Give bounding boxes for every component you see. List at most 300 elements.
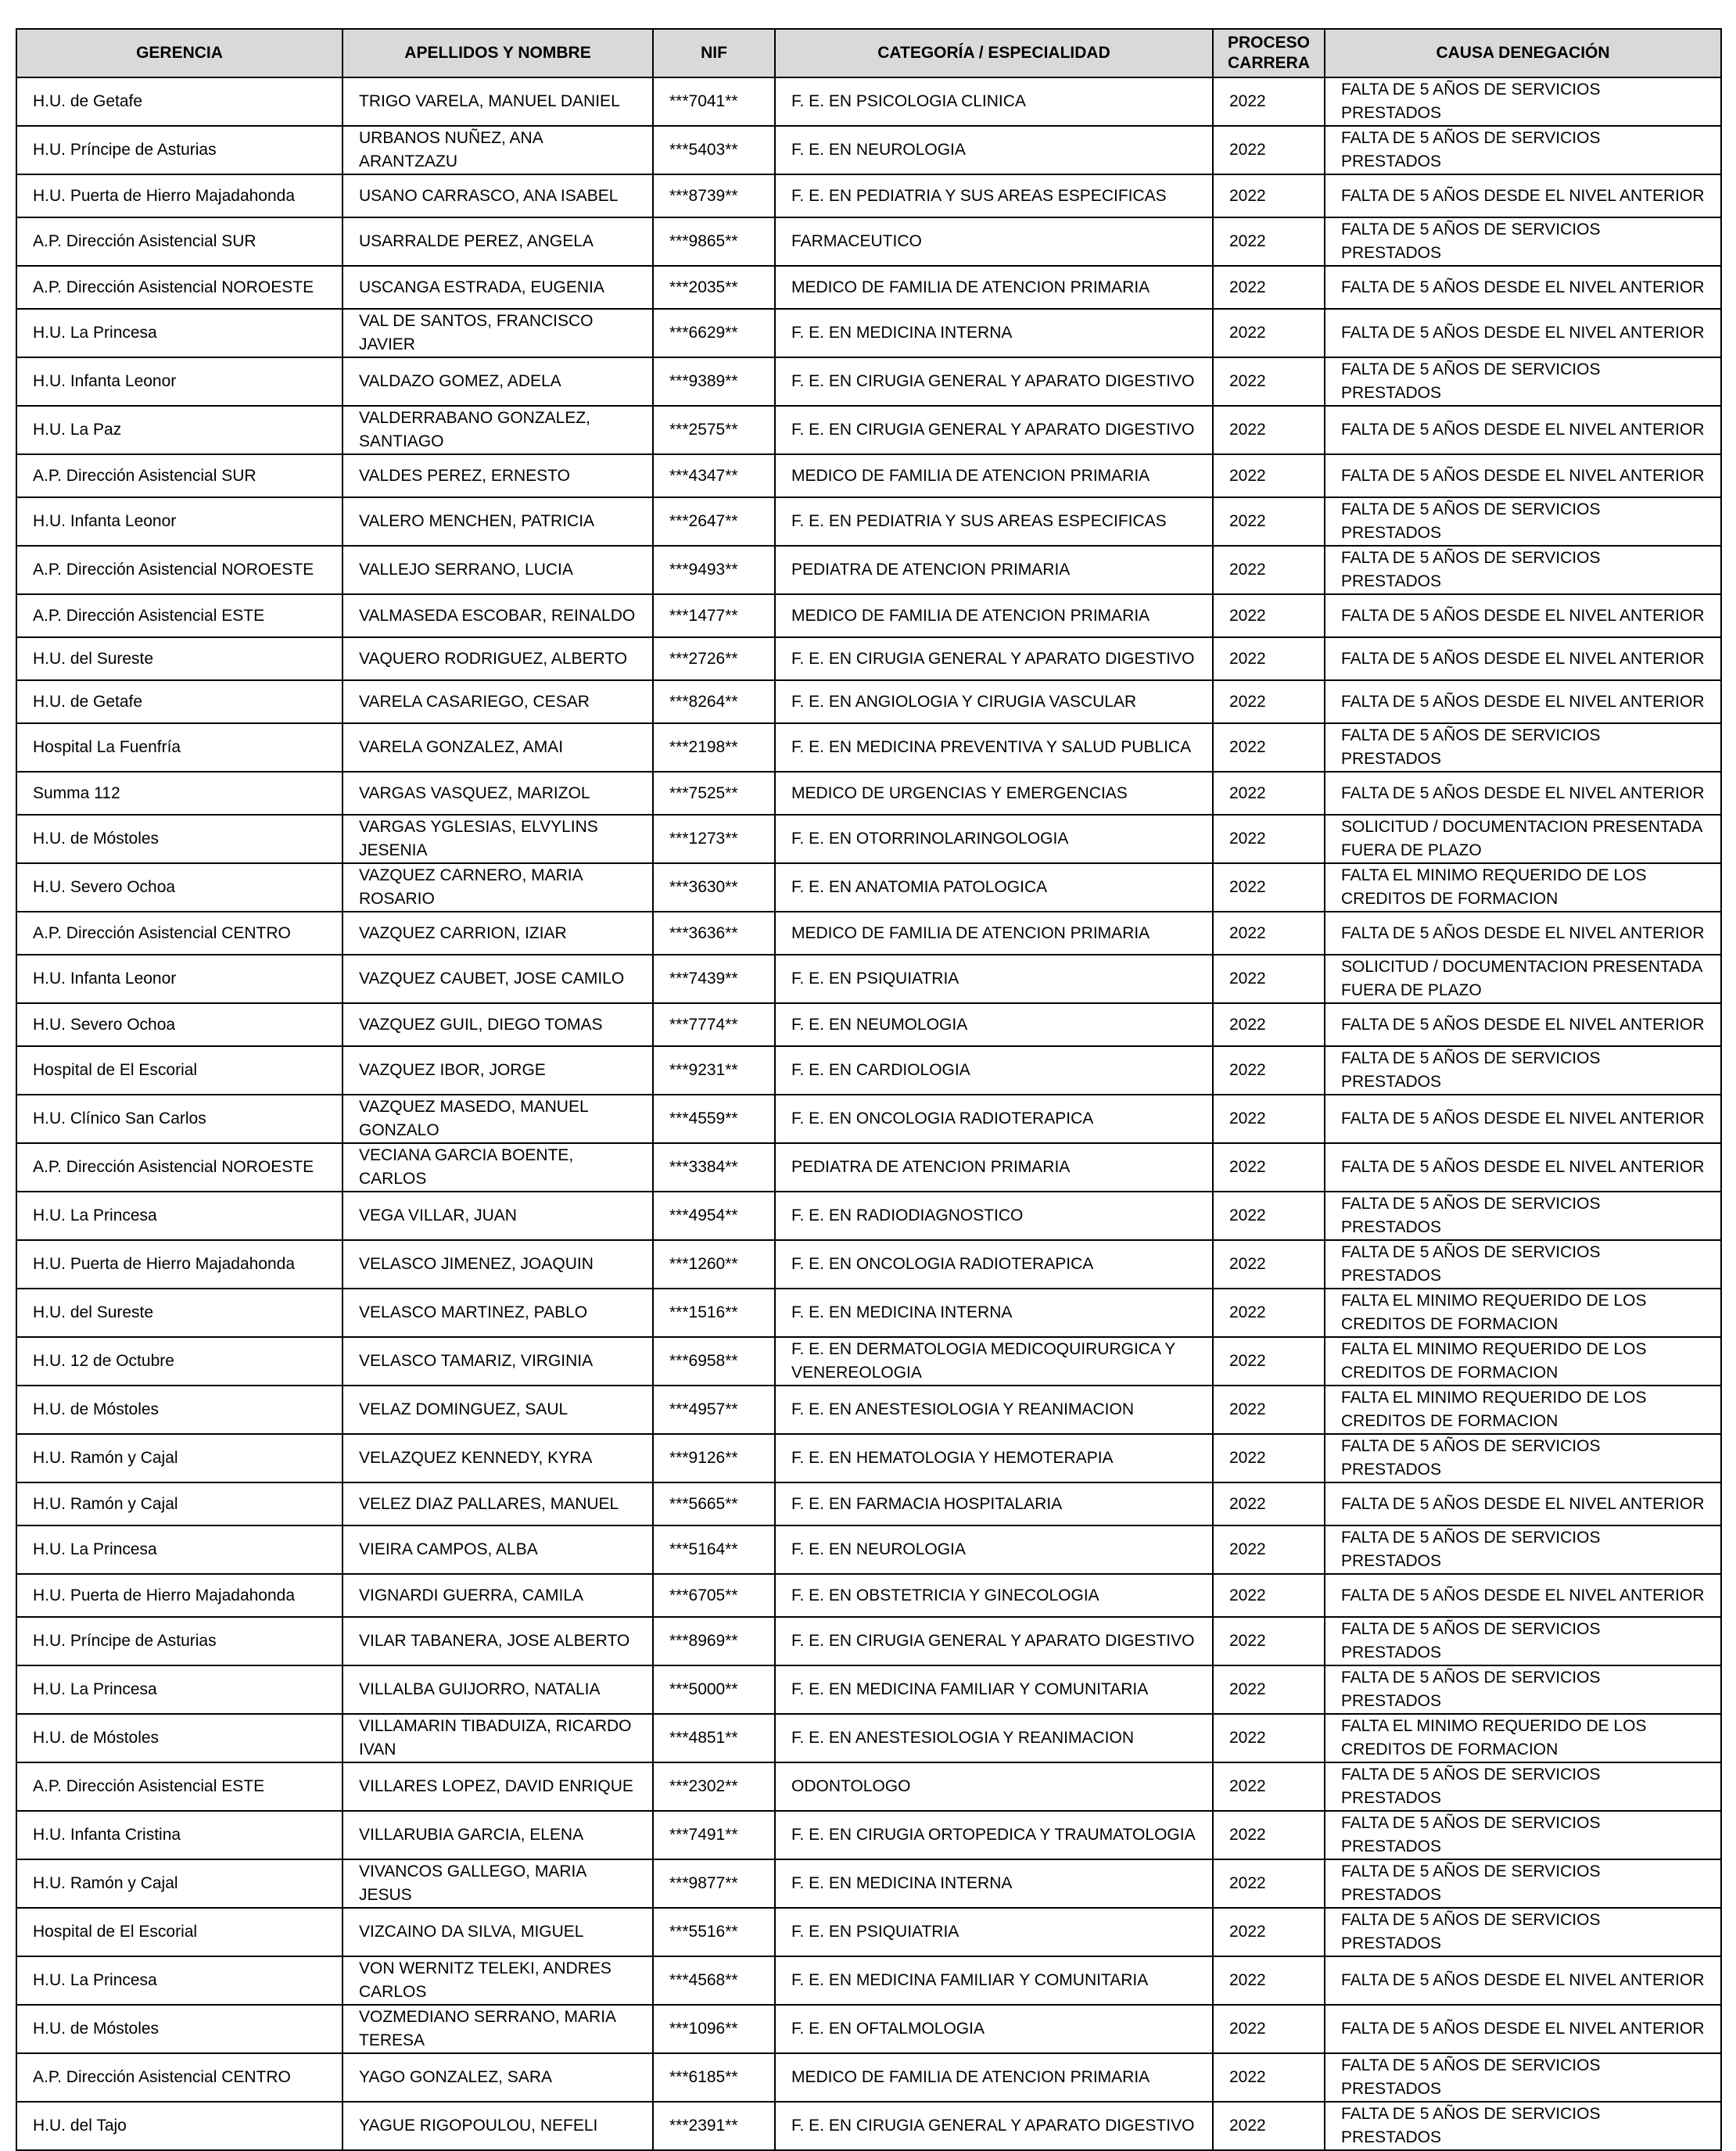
cell-categoria: F. E. EN MEDICINA FAMILIAR Y COMUNITARIA: [775, 1956, 1213, 2005]
cell-gerencia: H.U. Ramón y Cajal: [16, 1482, 343, 1525]
cell-categoria: F. E. EN CIRUGIA ORTOPEDICA Y TRAUMATOLOGIA: [775, 1811, 1213, 1859]
cell-causa-denegacion: FALTA DE 5 AÑOS DE SERVICIOS PRESTADOS: [1325, 1762, 1721, 1811]
cell-nif: ***2391**: [653, 2102, 775, 2150]
cell-nif: ***7439**: [653, 955, 775, 1003]
cell-nif: ***5516**: [653, 1908, 775, 1956]
cell-nif: ***9877**: [653, 1859, 775, 1908]
cell-categoria: F. E. EN MEDICINA INTERNA: [775, 1289, 1213, 1337]
cell-apellidos-nombre: VALDAZO GOMEZ, ADELA: [343, 357, 653, 406]
cell-nif: ***7491**: [653, 1811, 775, 1859]
cell-apellidos-nombre: VILLARUBIA GARCIA, ELENA: [343, 1811, 653, 1859]
table-row: [16, 1482, 1721, 1525]
cell-nif: ***1516**: [653, 1289, 775, 1337]
cell-proceso-carrera: 2022: [1213, 594, 1325, 637]
cell-gerencia: H.U. Infanta Leonor: [16, 955, 343, 1003]
cell-nif: ***5403**: [653, 126, 775, 174]
cell-causa-denegacion: FALTA DE 5 AÑOS DE SERVICIOS PRESTADOS: [1325, 2053, 1721, 2102]
cell-apellidos-nombre: TRIGO VARELA, MANUEL DANIEL: [343, 77, 653, 126]
cell-apellidos-nombre: VELASCO TAMARIZ, VIRGINIA: [343, 1337, 653, 1386]
table-row: [16, 1811, 1721, 1859]
cell-proceso-carrera: 2022: [1213, 1762, 1325, 1811]
cell-apellidos-nombre: VEGA VILLAR, JUAN: [343, 1192, 653, 1240]
header-row: [16, 29, 1721, 77]
cell-apellidos-nombre: VALDERRABANO GONZALEZ, SANTIAGO: [343, 406, 653, 454]
cell-proceso-carrera: 2022: [1213, 680, 1325, 723]
cell-gerencia: H.U. La Princesa: [16, 1956, 343, 2005]
denegaciones-table: [16, 28, 1722, 2151]
cell-proceso-carrera: 2022: [1213, 1811, 1325, 1859]
cell-nif: ***2035**: [653, 266, 775, 309]
cell-apellidos-nombre: VAZQUEZ IBOR, JORGE: [343, 1046, 653, 1095]
cell-proceso-carrera: 2022: [1213, 2102, 1325, 2150]
cell-apellidos-nombre: VARGAS YGLESIAS, ELVYLINS JESENIA: [343, 815, 653, 863]
cell-nif: ***1273**: [653, 815, 775, 863]
cell-proceso-carrera: 2022: [1213, 406, 1325, 454]
cell-causa-denegacion: FALTA DE 5 AÑOS DESDE EL NIVEL ANTERIOR: [1325, 1574, 1721, 1617]
cell-categoria: PEDIATRA DE ATENCION PRIMARIA: [775, 1143, 1213, 1192]
cell-nif: ***5000**: [653, 1665, 775, 1714]
cell-gerencia: A.P. Dirección Asistencial CENTRO: [16, 912, 343, 955]
table-row: [16, 406, 1721, 454]
cell-gerencia: H.U. Severo Ochoa: [16, 1003, 343, 1046]
cell-apellidos-nombre: VAZQUEZ CARRION, IZIAR: [343, 912, 653, 955]
cell-categoria: F. E. EN MEDICINA FAMILIAR Y COMUNITARIA: [775, 1665, 1213, 1714]
cell-categoria: F. E. EN DERMATOLOGIA MEDICOQUIRURGICA Y VENEREOLOGIA: [775, 1337, 1213, 1386]
cell-causa-denegacion: FALTA DE 5 AÑOS DESDE EL NIVEL ANTERIOR: [1325, 1003, 1721, 1046]
table-row: [16, 955, 1721, 1003]
cell-nif: ***2198**: [653, 723, 775, 772]
cell-causa-denegacion: FALTA DE 5 AÑOS DESDE EL NIVEL ANTERIOR: [1325, 1956, 1721, 2005]
cell-proceso-carrera: 2022: [1213, 174, 1325, 217]
cell-nif: ***8264**: [653, 680, 775, 723]
table-row: [16, 174, 1721, 217]
header-causa-denegacion: CAUSA DENEGACIÓN: [1325, 29, 1721, 77]
cell-apellidos-nombre: VILLAMARIN TIBADUIZA, RICARDO IVAN: [343, 1714, 653, 1762]
cell-apellidos-nombre: VELEZ DIAZ PALLARES, MANUEL: [343, 1482, 653, 1525]
cell-causa-denegacion: FALTA DE 5 AÑOS DE SERVICIOS PRESTADOS: [1325, 1525, 1721, 1574]
cell-nif: ***9126**: [653, 1434, 775, 1482]
table-row: [16, 1762, 1721, 1811]
cell-gerencia: A.P. Dirección Asistencial NOROESTE: [16, 546, 343, 594]
cell-categoria: PEDIATRA DE ATENCION PRIMARIA: [775, 546, 1213, 594]
table-row: [16, 1956, 1721, 2005]
cell-categoria: F. E. EN MEDICINA INTERNA: [775, 1859, 1213, 1908]
cell-causa-denegacion: FALTA DE 5 AÑOS DESDE EL NIVEL ANTERIOR: [1325, 266, 1721, 309]
cell-proceso-carrera: 2022: [1213, 546, 1325, 594]
cell-categoria: MEDICO DE FAMILIA DE ATENCION PRIMARIA: [775, 266, 1213, 309]
cell-nif: ***8739**: [653, 174, 775, 217]
cell-proceso-carrera: 2022: [1213, 1859, 1325, 1908]
cell-causa-denegacion: FALTA DE 5 AÑOS DESDE EL NIVEL ANTERIOR: [1325, 1482, 1721, 1525]
cell-categoria: F. E. EN ANESTESIOLOGIA Y REANIMACION: [775, 1714, 1213, 1762]
table-row: [16, 594, 1721, 637]
cell-proceso-carrera: 2022: [1213, 1337, 1325, 1386]
cell-nif: ***2575**: [653, 406, 775, 454]
cell-apellidos-nombre: VAQUERO RODRIGUEZ, ALBERTO: [343, 637, 653, 680]
cell-causa-denegacion: FALTA EL MINIMO REQUERIDO DE LOS CREDITOS DE FORMACION: [1325, 1714, 1721, 1762]
cell-nif: ***6958**: [653, 1337, 775, 1386]
cell-nif: ***1096**: [653, 2005, 775, 2053]
cell-nif: ***7041**: [653, 77, 775, 126]
cell-categoria: MEDICO DE URGENCIAS Y EMERGENCIAS: [775, 772, 1213, 815]
cell-gerencia: A.P. Dirección Asistencial NOROESTE: [16, 1143, 343, 1192]
cell-categoria: F. E. EN CIRUGIA GENERAL Y APARATO DIGESTIVO: [775, 1617, 1213, 1665]
cell-gerencia: H.U. Infanta Cristina: [16, 1811, 343, 1859]
table-row: [16, 1386, 1721, 1434]
table-row: [16, 2102, 1721, 2150]
cell-apellidos-nombre: VELAZQUEZ KENNEDY, KYRA: [343, 1434, 653, 1482]
cell-categoria: F. E. EN PEDIATRIA Y SUS AREAS ESPECIFICAS: [775, 174, 1213, 217]
cell-causa-denegacion: FALTA DE 5 AÑOS DE SERVICIOS PRESTADOS: [1325, 1192, 1721, 1240]
cell-proceso-carrera: 2022: [1213, 2053, 1325, 2102]
header-proceso-carrera: PROCESO CARRERA: [1213, 29, 1325, 77]
cell-causa-denegacion: FALTA DE 5 AÑOS DESDE EL NIVEL ANTERIOR: [1325, 2005, 1721, 2053]
cell-causa-denegacion: FALTA DE 5 AÑOS DE SERVICIOS PRESTADOS: [1325, 1665, 1721, 1714]
cell-nif: ***1260**: [653, 1240, 775, 1289]
cell-apellidos-nombre: VIEIRA CAMPOS, ALBA: [343, 1525, 653, 1574]
table-row: [16, 637, 1721, 680]
cell-proceso-carrera: 2022: [1213, 1617, 1325, 1665]
cell-proceso-carrera: 2022: [1213, 1665, 1325, 1714]
header-gerencia: GERENCIA: [16, 29, 343, 77]
cell-categoria: F. E. EN CIRUGIA GENERAL Y APARATO DIGESTIVO: [775, 2102, 1213, 2150]
cell-categoria: F. E. EN PSIQUIATRIA: [775, 1908, 1213, 1956]
cell-proceso-carrera: 2022: [1213, 1289, 1325, 1337]
table-row: [16, 1143, 1721, 1192]
cell-gerencia: H.U. Infanta Leonor: [16, 497, 343, 546]
cell-nif: ***4954**: [653, 1192, 775, 1240]
cell-gerencia: H.U. Puerta de Hierro Majadahonda: [16, 174, 343, 217]
cell-gerencia: H.U. Ramón y Cajal: [16, 1859, 343, 1908]
table-row: [16, 1337, 1721, 1386]
cell-causa-denegacion: FALTA DE 5 AÑOS DE SERVICIOS PRESTADOS: [1325, 723, 1721, 772]
cell-gerencia: H.U. 12 de Octubre: [16, 1337, 343, 1386]
table-row: [16, 126, 1721, 174]
table-row: [16, 680, 1721, 723]
cell-apellidos-nombre: YAGO GONZALEZ, SARA: [343, 2053, 653, 2102]
table-row: [16, 2053, 1721, 2102]
header-apellidos-nombre: APELLIDOS Y NOMBRE: [343, 29, 653, 77]
cell-apellidos-nombre: VALMASEDA ESCOBAR, REINALDO: [343, 594, 653, 637]
cell-apellidos-nombre: VON WERNITZ TELEKI, ANDRES CARLOS: [343, 1956, 653, 2005]
cell-gerencia: H.U. Infanta Leonor: [16, 357, 343, 406]
cell-gerencia: A.P. Dirección Asistencial CENTRO: [16, 2053, 343, 2102]
cell-causa-denegacion: FALTA DE 5 AÑOS DE SERVICIOS PRESTADOS: [1325, 1434, 1721, 1482]
cell-apellidos-nombre: VALERO MENCHEN, PATRICIA: [343, 497, 653, 546]
header-categoria: CATEGORÍA / ESPECIALIDAD: [775, 29, 1213, 77]
cell-causa-denegacion: FALTA DE 5 AÑOS DE SERVICIOS PRESTADOS: [1325, 126, 1721, 174]
cell-causa-denegacion: FALTA DE 5 AÑOS DE SERVICIOS PRESTADOS: [1325, 357, 1721, 406]
cell-gerencia: A.P. Dirección Asistencial ESTE: [16, 1762, 343, 1811]
cell-apellidos-nombre: VILAR TABANERA, JOSE ALBERTO: [343, 1617, 653, 1665]
cell-causa-denegacion: FALTA EL MINIMO REQUERIDO DE LOS CREDITOS DE FORMACION: [1325, 1386, 1721, 1434]
cell-causa-denegacion: FALTA DE 5 AÑOS DE SERVICIOS PRESTADOS: [1325, 546, 1721, 594]
cell-proceso-carrera: 2022: [1213, 217, 1325, 266]
cell-proceso-carrera: 2022: [1213, 77, 1325, 126]
cell-causa-denegacion: SOLICITUD / DOCUMENTACION PRESENTADA FUERA DE PLAZO: [1325, 955, 1721, 1003]
cell-categoria: MEDICO DE FAMILIA DE ATENCION PRIMARIA: [775, 594, 1213, 637]
table-row: [16, 772, 1721, 815]
cell-causa-denegacion: FALTA DE 5 AÑOS DESDE EL NIVEL ANTERIOR: [1325, 309, 1721, 357]
cell-gerencia: H.U. de Getafe: [16, 77, 343, 126]
cell-categoria: F. E. EN HEMATOLOGIA Y HEMOTERAPIA: [775, 1434, 1213, 1482]
cell-nif: ***6705**: [653, 1574, 775, 1617]
cell-proceso-carrera: 2022: [1213, 266, 1325, 309]
cell-causa-denegacion: FALTA DE 5 AÑOS DESDE EL NIVEL ANTERIOR: [1325, 594, 1721, 637]
cell-gerencia: H.U. Príncipe de Asturias: [16, 126, 343, 174]
table-row: [16, 1665, 1721, 1714]
cell-gerencia: H.U. Puerta de Hierro Majadahonda: [16, 1574, 343, 1617]
cell-causa-denegacion: FALTA EL MINIMO REQUERIDO DE LOS CREDITOS DE FORMACION: [1325, 863, 1721, 912]
cell-apellidos-nombre: VIGNARDI GUERRA, CAMILA: [343, 1574, 653, 1617]
table-row: [16, 1289, 1721, 1337]
cell-categoria: F. E. EN ANGIOLOGIA Y CIRUGIA VASCULAR: [775, 680, 1213, 723]
cell-nif: ***1477**: [653, 594, 775, 637]
cell-gerencia: H.U. La Princesa: [16, 1525, 343, 1574]
cell-gerencia: Hospital La Fuenfría: [16, 723, 343, 772]
cell-proceso-carrera: 2022: [1213, 772, 1325, 815]
table-row: [16, 1617, 1721, 1665]
cell-gerencia: H.U. de Móstoles: [16, 2005, 343, 2053]
cell-proceso-carrera: 2022: [1213, 863, 1325, 912]
cell-nif: ***5164**: [653, 1525, 775, 1574]
cell-gerencia: H.U. del Tajo: [16, 2102, 343, 2150]
cell-nif: ***3636**: [653, 912, 775, 955]
cell-gerencia: H.U. Severo Ochoa: [16, 863, 343, 912]
table-row: [16, 1095, 1721, 1143]
cell-proceso-carrera: 2022: [1213, 357, 1325, 406]
cell-proceso-carrera: 2022: [1213, 1386, 1325, 1434]
cell-apellidos-nombre: VILLARES LOPEZ, DAVID ENRIQUE: [343, 1762, 653, 1811]
cell-causa-denegacion: FALTA DE 5 AÑOS DESDE EL NIVEL ANTERIOR: [1325, 174, 1721, 217]
cell-categoria: F. E. EN CIRUGIA GENERAL Y APARATO DIGESTIVO: [775, 637, 1213, 680]
cell-apellidos-nombre: URBANOS NUÑEZ, ANA ARANTZAZU: [343, 126, 653, 174]
cell-apellidos-nombre: VARELA CASARIEGO, CESAR: [343, 680, 653, 723]
table-row: [16, 1046, 1721, 1095]
cell-causa-denegacion: FALTA DE 5 AÑOS DESDE EL NIVEL ANTERIOR: [1325, 454, 1721, 497]
cell-causa-denegacion: FALTA DE 5 AÑOS DESDE EL NIVEL ANTERIOR: [1325, 406, 1721, 454]
cell-gerencia: H.U. de Móstoles: [16, 1714, 343, 1762]
cell-causa-denegacion: FALTA DE 5 AÑOS DE SERVICIOS PRESTADOS: [1325, 1046, 1721, 1095]
cell-categoria: F. E. EN PSIQUIATRIA: [775, 955, 1213, 1003]
table-row: [16, 2005, 1721, 2053]
table-row: [16, 1240, 1721, 1289]
cell-proceso-carrera: 2022: [1213, 912, 1325, 955]
cell-categoria: F. E. EN RADIODIAGNOSTICO: [775, 1192, 1213, 1240]
cell-gerencia: H.U. La Princesa: [16, 309, 343, 357]
cell-gerencia: A.P. Dirección Asistencial SUR: [16, 217, 343, 266]
table-row: [16, 309, 1721, 357]
table-row: [16, 723, 1721, 772]
cell-categoria: F. E. EN OBSTETRICIA Y GINECOLOGIA: [775, 1574, 1213, 1617]
cell-causa-denegacion: FALTA DE 5 AÑOS DESDE EL NIVEL ANTERIOR: [1325, 1143, 1721, 1192]
cell-categoria: MEDICO DE FAMILIA DE ATENCION PRIMARIA: [775, 2053, 1213, 2102]
cell-causa-denegacion: FALTA EL MINIMO REQUERIDO DE LOS CREDITOS DE FORMACION: [1325, 1289, 1721, 1337]
cell-proceso-carrera: 2022: [1213, 1908, 1325, 1956]
cell-apellidos-nombre: VELASCO MARTINEZ, PABLO: [343, 1289, 653, 1337]
table-row: [16, 863, 1721, 912]
cell-gerencia: H.U. Puerta de Hierro Majadahonda: [16, 1240, 343, 1289]
cell-causa-denegacion: FALTA DE 5 AÑOS DE SERVICIOS PRESTADOS: [1325, 1240, 1721, 1289]
table-body: [16, 77, 1721, 2150]
cell-gerencia: H.U. de Móstoles: [16, 815, 343, 863]
cell-nif: ***4568**: [653, 1956, 775, 2005]
cell-proceso-carrera: 2022: [1213, 1482, 1325, 1525]
header-nif: NIF: [653, 29, 775, 77]
cell-proceso-carrera: 2022: [1213, 1192, 1325, 1240]
table-row: [16, 1908, 1721, 1956]
cell-causa-denegacion: FALTA DE 5 AÑOS DE SERVICIOS PRESTADOS: [1325, 217, 1721, 266]
cell-apellidos-nombre: VAZQUEZ CAUBET, JOSE CAMILO: [343, 955, 653, 1003]
cell-nif: ***2726**: [653, 637, 775, 680]
cell-nif: ***9389**: [653, 357, 775, 406]
table-row: [16, 497, 1721, 546]
cell-causa-denegacion: FALTA DE 5 AÑOS DE SERVICIOS PRESTADOS: [1325, 77, 1721, 126]
cell-causa-denegacion: FALTA DE 5 AÑOS DESDE EL NIVEL ANTERIOR: [1325, 912, 1721, 955]
cell-gerencia: H.U. La Princesa: [16, 1192, 343, 1240]
cell-proceso-carrera: 2022: [1213, 1240, 1325, 1289]
cell-proceso-carrera: 2022: [1213, 1434, 1325, 1482]
cell-categoria: F. E. EN OFTALMOLOGIA: [775, 2005, 1213, 2053]
cell-apellidos-nombre: VAL DE SANTOS, FRANCISCO JAVIER: [343, 309, 653, 357]
cell-categoria: F. E. EN ONCOLOGIA RADIOTERAPICA: [775, 1240, 1213, 1289]
table-row: [16, 1574, 1721, 1617]
cell-categoria: F. E. EN ANESTESIOLOGIA Y REANIMACION: [775, 1386, 1213, 1434]
cell-causa-denegacion: FALTA DE 5 AÑOS DE SERVICIOS PRESTADOS: [1325, 1908, 1721, 1956]
cell-apellidos-nombre: VECIANA GARCIA BOENTE, CARLOS: [343, 1143, 653, 1192]
table-row: [16, 1192, 1721, 1240]
cell-proceso-carrera: 2022: [1213, 2005, 1325, 2053]
table-row: [16, 546, 1721, 594]
cell-apellidos-nombre: VELASCO JIMENEZ, JOAQUIN: [343, 1240, 653, 1289]
cell-categoria: F. E. EN CARDIOLOGIA: [775, 1046, 1213, 1095]
table-row: [16, 1525, 1721, 1574]
cell-gerencia: A.P. Dirección Asistencial NOROESTE: [16, 266, 343, 309]
cell-gerencia: Hospital de El Escorial: [16, 1046, 343, 1095]
cell-apellidos-nombre: VALDES PEREZ, ERNESTO: [343, 454, 653, 497]
cell-apellidos-nombre: VOZMEDIANO SERRANO, MARIA TERESA: [343, 2005, 653, 2053]
cell-gerencia: H.U. de Getafe: [16, 680, 343, 723]
cell-causa-denegacion: FALTA DE 5 AÑOS DESDE EL NIVEL ANTERIOR: [1325, 680, 1721, 723]
cell-apellidos-nombre: USARRALDE PEREZ, ANGELA: [343, 217, 653, 266]
cell-apellidos-nombre: VELAZ DOMINGUEZ, SAUL: [343, 1386, 653, 1434]
cell-nif: ***7525**: [653, 772, 775, 815]
cell-apellidos-nombre: YAGUE RIGOPOULOU, NEFELI: [343, 2102, 653, 2150]
cell-causa-denegacion: FALTA DE 5 AÑOS DE SERVICIOS PRESTADOS: [1325, 2102, 1721, 2150]
table-row: [16, 217, 1721, 266]
cell-categoria: F. E. EN FARMACIA HOSPITALARIA: [775, 1482, 1213, 1525]
table-row: [16, 912, 1721, 955]
table-row: [16, 77, 1721, 126]
table-row: [16, 1859, 1721, 1908]
cell-nif: ***4851**: [653, 1714, 775, 1762]
cell-nif: ***8969**: [653, 1617, 775, 1665]
cell-categoria: MEDICO DE FAMILIA DE ATENCION PRIMARIA: [775, 454, 1213, 497]
cell-categoria: F. E. EN NEUROLOGIA: [775, 126, 1213, 174]
cell-nif: ***9865**: [653, 217, 775, 266]
cell-causa-denegacion: SOLICITUD / DOCUMENTACION PRESENTADA FUERA DE PLAZO: [1325, 815, 1721, 863]
cell-apellidos-nombre: VARELA GONZALEZ, AMAI: [343, 723, 653, 772]
cell-categoria: F. E. EN PEDIATRIA Y SUS AREAS ESPECIFICAS: [775, 497, 1213, 546]
cell-causa-denegacion: FALTA DE 5 AÑOS DESDE EL NIVEL ANTERIOR: [1325, 1095, 1721, 1143]
cell-gerencia: H.U. La Paz: [16, 406, 343, 454]
table-row: [16, 1714, 1721, 1762]
cell-gerencia: H.U. del Sureste: [16, 1289, 343, 1337]
cell-proceso-carrera: 2022: [1213, 1046, 1325, 1095]
cell-apellidos-nombre: VILLALBA GUIJORRO, NATALIA: [343, 1665, 653, 1714]
table-row: [16, 357, 1721, 406]
cell-gerencia: H.U. Clínico San Carlos: [16, 1095, 343, 1143]
cell-categoria: F. E. EN ANATOMIA PATOLOGICA: [775, 863, 1213, 912]
cell-gerencia: H.U. de Móstoles: [16, 1386, 343, 1434]
cell-categoria: ODONTOLOGO: [775, 1762, 1213, 1811]
table-row: [16, 454, 1721, 497]
cell-nif: ***9493**: [653, 546, 775, 594]
cell-gerencia: Hospital de El Escorial: [16, 1908, 343, 1956]
cell-apellidos-nombre: VAZQUEZ MASEDO, MANUEL GONZALO: [343, 1095, 653, 1143]
cell-proceso-carrera: 2022: [1213, 815, 1325, 863]
cell-categoria: F. E. EN NEUMOLOGIA: [775, 1003, 1213, 1046]
cell-nif: ***9231**: [653, 1046, 775, 1095]
cell-proceso-carrera: 2022: [1213, 637, 1325, 680]
cell-categoria: F. E. EN ONCOLOGIA RADIOTERAPICA: [775, 1095, 1213, 1143]
table-row: [16, 1434, 1721, 1482]
cell-apellidos-nombre: USANO CARRASCO, ANA ISABEL: [343, 174, 653, 217]
cell-nif: ***4559**: [653, 1095, 775, 1143]
cell-gerencia: H.U. Príncipe de Asturias: [16, 1617, 343, 1665]
cell-proceso-carrera: 2022: [1213, 955, 1325, 1003]
cell-categoria: F. E. EN CIRUGIA GENERAL Y APARATO DIGESTIVO: [775, 406, 1213, 454]
cell-nif: ***6629**: [653, 309, 775, 357]
table-row: [16, 266, 1721, 309]
cell-causa-denegacion: FALTA DE 5 AÑOS DESDE EL NIVEL ANTERIOR: [1325, 772, 1721, 815]
cell-gerencia: H.U. Ramón y Cajal: [16, 1434, 343, 1482]
cell-proceso-carrera: 2022: [1213, 723, 1325, 772]
cell-causa-denegacion: FALTA DE 5 AÑOS DE SERVICIOS PRESTADOS: [1325, 497, 1721, 546]
cell-nif: ***4347**: [653, 454, 775, 497]
cell-gerencia: A.P. Dirección Asistencial ESTE: [16, 594, 343, 637]
cell-categoria: F. E. EN CIRUGIA GENERAL Y APARATO DIGESTIVO: [775, 357, 1213, 406]
cell-nif: ***4957**: [653, 1386, 775, 1434]
cell-causa-denegacion: FALTA DE 5 AÑOS DE SERVICIOS PRESTADOS: [1325, 1859, 1721, 1908]
cell-categoria: MEDICO DE FAMILIA DE ATENCION PRIMARIA: [775, 912, 1213, 955]
cell-gerencia: H.U. del Sureste: [16, 637, 343, 680]
cell-nif: ***5665**: [653, 1482, 775, 1525]
cell-nif: ***2647**: [653, 497, 775, 546]
cell-nif: ***3384**: [653, 1143, 775, 1192]
cell-apellidos-nombre: VAZQUEZ GUIL, DIEGO TOMAS: [343, 1003, 653, 1046]
cell-proceso-carrera: 2022: [1213, 1003, 1325, 1046]
cell-proceso-carrera: 2022: [1213, 497, 1325, 546]
cell-gerencia: Summa 112: [16, 772, 343, 815]
cell-apellidos-nombre: VARGAS VASQUEZ, MARIZOL: [343, 772, 653, 815]
cell-apellidos-nombre: VIZCAINO DA SILVA, MIGUEL: [343, 1908, 653, 1956]
cell-categoria: FARMACEUTICO: [775, 217, 1213, 266]
cell-apellidos-nombre: USCANGA ESTRADA, EUGENIA: [343, 266, 653, 309]
cell-causa-denegacion: FALTA DE 5 AÑOS DE SERVICIOS PRESTADOS: [1325, 1811, 1721, 1859]
table-row: [16, 815, 1721, 863]
cell-categoria: F. E. EN PSICOLOGIA CLINICA: [775, 77, 1213, 126]
cell-nif: ***2302**: [653, 1762, 775, 1811]
cell-causa-denegacion: FALTA EL MINIMO REQUERIDO DE LOS CREDITOS DE FORMACION: [1325, 1337, 1721, 1386]
cell-proceso-carrera: 2022: [1213, 309, 1325, 357]
cell-nif: ***6185**: [653, 2053, 775, 2102]
cell-causa-denegacion: FALTA DE 5 AÑOS DESDE EL NIVEL ANTERIOR: [1325, 637, 1721, 680]
cell-proceso-carrera: 2022: [1213, 1525, 1325, 1574]
cell-categoria: F. E. EN MEDICINA PREVENTIVA Y SALUD PUBLICA: [775, 723, 1213, 772]
cell-apellidos-nombre: VAZQUEZ CARNERO, MARIA ROSARIO: [343, 863, 653, 912]
cell-proceso-carrera: 2022: [1213, 1143, 1325, 1192]
